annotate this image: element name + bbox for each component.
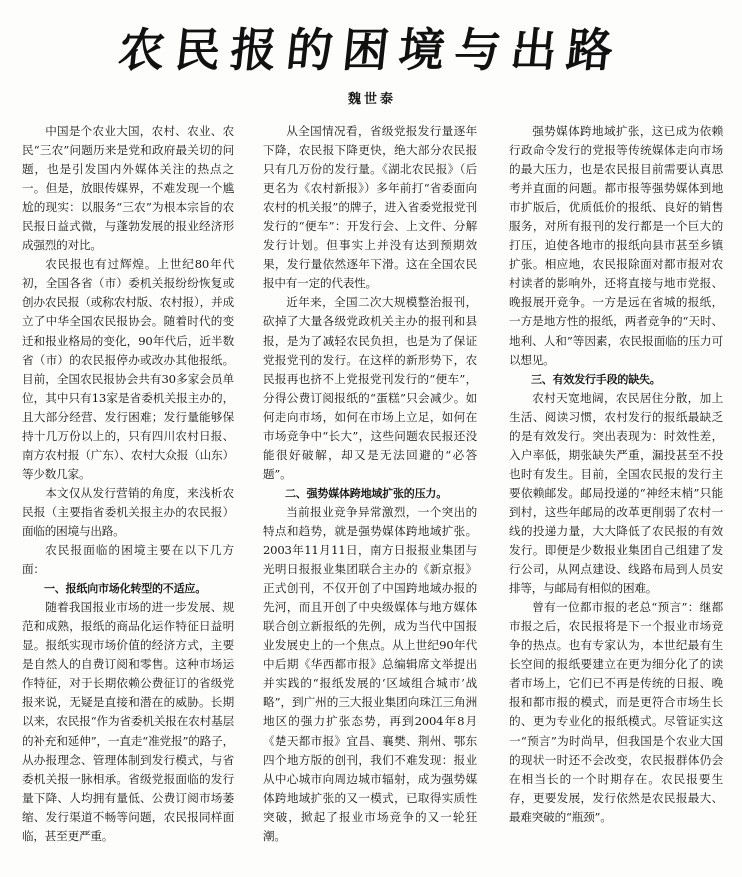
paragraph: 中国是个农业大国，农村、农业、农民“三农”问题历来是党和政府最关切的问题，也是引发国内外媒体关注的热点之一。但是，放眼传媒界，不难发现一个尴尬的现实：以服务“三农”为根本宗旨的农民报日益式微，与蓬勃发展的报业经济形成强烈的对比。 (22, 124, 234, 253)
paragraph: 曾有一位都市报的老总“预言”：继都市报之后，农民报将是下一个报业市场竞争的热点。也有专家认为，本世纪最有生长空间的报纸要建立在更为细分化了的读者市场上，它们已不再是传统的日报、晚报和都市报的模式，而是更符合市场生长的、更为专业化的报纸模式。尽管证实这一“预言”为时尚早，但我国是个农业大国的现状一时还不会改变，农民报群体仍会在相当长的一个时期存在。农民报要生存，更要发展，发行依然是农民报最大、最难突破的“瓶颈”。 (509, 600, 723, 824)
column-2 (263, 122, 477, 874)
paragraph: 从全国情况看，省级党报发行量逐年下降，农民报下降更快，绝大部分农民报只有几万份的发行量。《湖北农民报》（后更名为《农村新报》）多年前打“省委面向农村的机关报”的牌子，进入省委党报党刊发行的“便车”：开发行会、上文件、分解发行计划。但事实上并没有达到预期效果，发行量依然逐年下滑。这在全国农民报中有一定的代表性。 (263, 124, 477, 291)
paragraph: 近年来，全国二次大规模整治报刊，砍掉了大量各级党政机关主办的报刊和县报，是为了减轻农民负担，也是为了保证党报党刊的发行。在这样的新形势下，农民报再也挤不上党报党刊发行的“便车”，分得公费订阅报纸的“蛋糕”只会减少。如何走向市场，如何在市场上立足，如何在市场竞争中“长大”，这些问题农民报还没能很好破解，却又是无法回避的“必答题”。 (263, 295, 477, 481)
article-title: 农民报的困境与出路 (115, 23, 626, 77)
section-heading-1: 一、报纸向市场化转型的不适应。 (44, 582, 206, 596)
paragraph: 强势媒体跨地域扩张，这已成为依赖行政命令发行的党报等传统媒体走向市场的最大压力，也是农民报目前需要认真思考并直面的问题。都市报等强势媒体到地市扩版后，优质低价的报纸、良好的销售服务，对所有报刊的发行都是一个巨大的打压，迫使各地市的报纸向县市甚至乡镇扩张。相应地，农民报除面对都市报对农村读者的影响外，还将直接与地市党报、晚报展开竞争。一方是远在省城的报纸，一方是地方性的报纸，两者竞争的“天时、地利、人和”等因素，农民报面临的压力可以想见。 (509, 124, 723, 367)
paragraph: 农村天宽地阔，农民居住分散，加上生活、阅读习惯，农村发行的报纸最缺乏的是有效发行。突出表现为：时效性差，入户率低，期张缺失严重，漏投甚至不投也时有发生。目前，全国农民报的发行主要依赖邮发。邮局投递的“神经末梢”只能到村，这些年邮局的改革更削弱了农村一线的投递力量，大大降低了农民报的有效发行。即便是少数报业集团自己组建了发行公司，从网点建设、线路布局到人员安排等，与邮局有相似的困难。 (509, 390, 723, 596)
paragraph: 本文仅从发行营销的角度，来浅析农民报（主要指省委机关报主办的农民报）面临的困境与出路。 (22, 485, 234, 538)
column-1 (22, 122, 234, 874)
section-heading-2: 二、强势媒体跨地域扩张的压力。 (285, 486, 447, 500)
paragraph: 农民报也有过辉煌。上世纪80年代初，全国各省（市）委机关报纷纷恢复或创办农民报（或称农村版、农村报），并成立了中华全国农民报协会。随着时代的变迁和报业格局的变化，90年代后，近半数省（市）的农民报停办或改办其他报纸。目前，全国农民报协会共有30多家会员单位，其中只有13家是省委机关报主办的，且大部分经营、发行困难；发行量能够保持十几万份以上的，只有四川农村日报、南方农村报（广东）、农村大众报（山东）等少数几家。 (22, 257, 234, 481)
paragraph: 农民报面临的困境主要在以下几方面： (22, 543, 234, 577)
column-3 (509, 122, 723, 874)
paragraph: 随着我国报业市场的进一步发展、规范和成熟，报纸的商品化运作特征日益明显。报纸实现市场价值的经济方式，主要是自然人的自费订阅和零售。这种市场运作特征，对于长期依赖公费征订的省级党报来说，无疑是直接和潜在的威胁。长期以来，农民报“作为省委机关报在农村基层的补充和延伸”，一直走“准党报”的路子，从办报理念、管理体制到发行模式，与省委机关报一脉相承。省级党报面临的发行量下降、人均拥有量低、公费订阅市场萎缩、发行渠道不畅等问题，农民报同样面临，甚至更严重。 (22, 600, 234, 843)
section-heading-3: 三、有效发行手段的缺失。 (531, 372, 661, 386)
article-author: 魏世泰 (348, 92, 397, 107)
paragraph: 当前报业竞争异常激烈，一个突出的特点和趋势，就是强势媒体跨地域扩张。2003年11月11日，南方日报报业集团与光明日报报业集团联合主办的《新京报》正式创刊，不仅开创了中国跨地域办报的先河，而且开创了中央级媒体与地方媒体联合创立新报纸的先例，成为当代中国报业发展史上的一个焦点。从上世纪90年代中后期《华西都市报》总编辑席文举提出并实践的“报纸发展的‘区域组合城市’战略”，到广州的三大报业集团向珠江三角洲地区的强力扩张态势，再到2004年8月《楚天都市报》宜昌、襄樊、荆州、鄂东四个地方版的创刊，我们不难发现：报业从中心城市向周边城市辐射，成为强势媒体跨地域扩张的又一模式，已取得实质性突破，掀起了报业市场竞争的又一轮狂潮。 (263, 504, 477, 843)
